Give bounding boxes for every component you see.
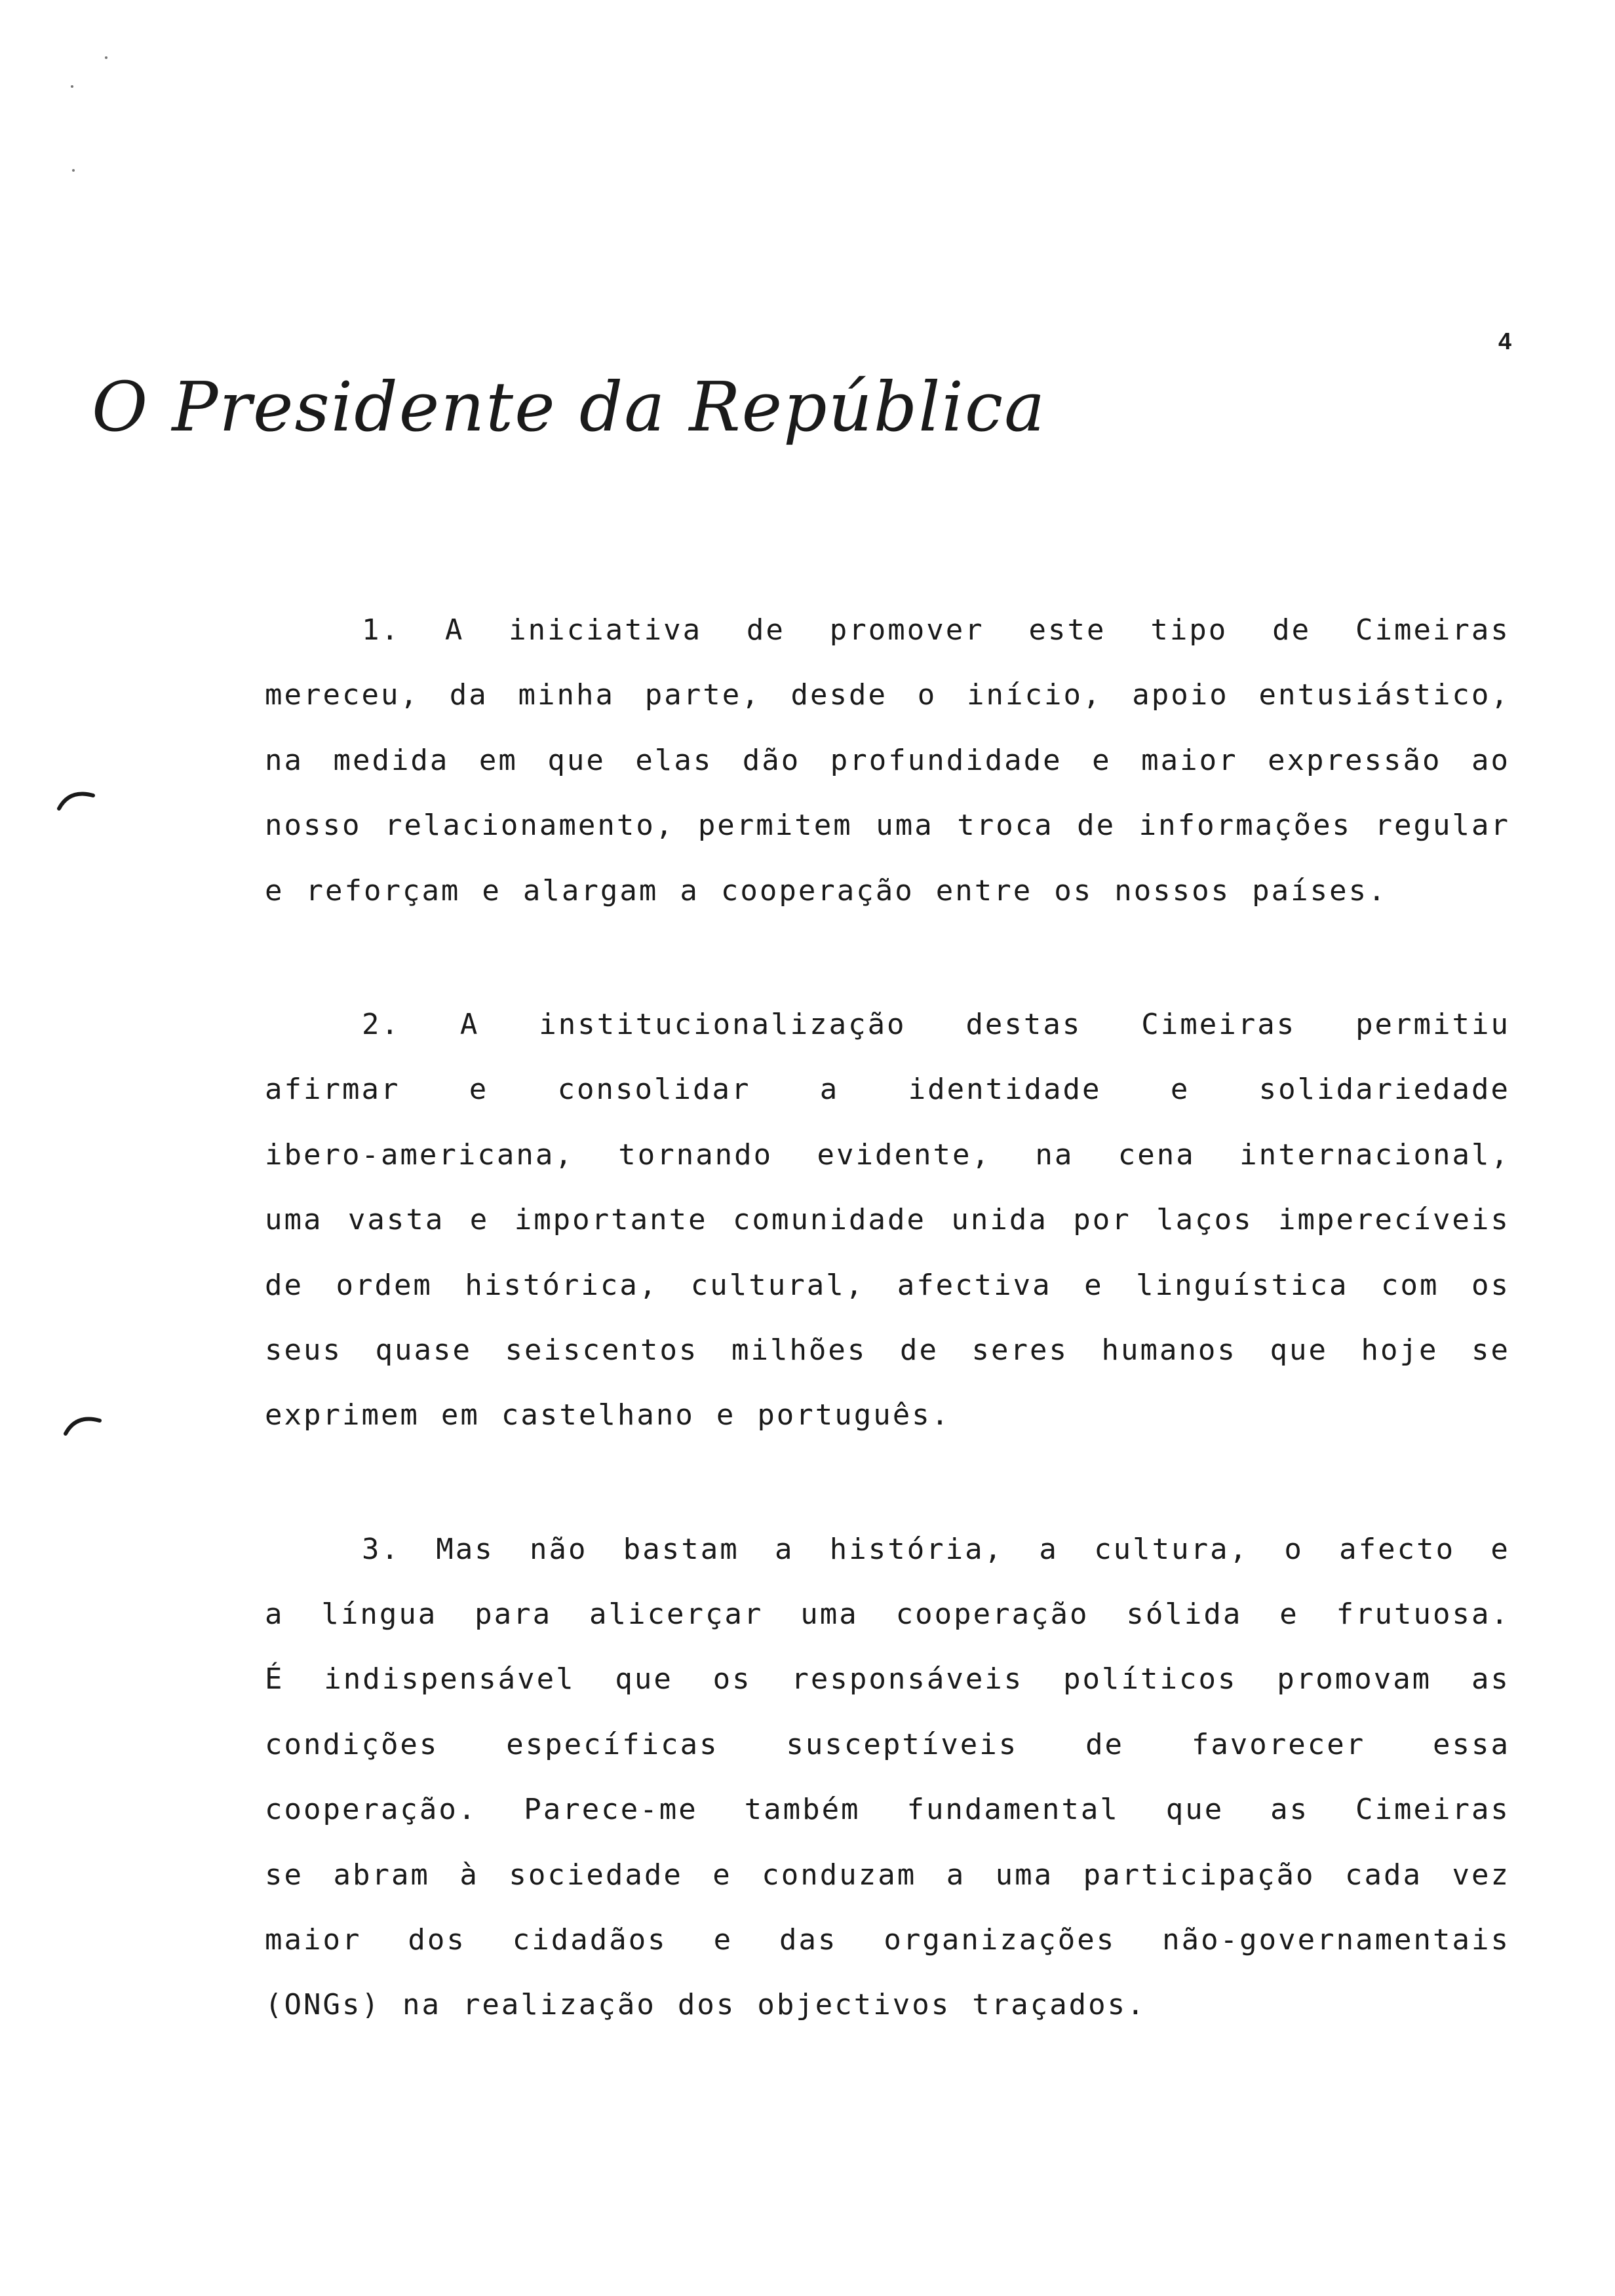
word: os [1471,1268,1510,1302]
word: na [1035,1138,1074,1172]
word: castelhano [501,1398,695,1432]
word: reforçam [305,873,461,908]
word: a [680,873,699,908]
word: de [1272,613,1312,647]
word: a [774,1532,794,1566]
word: iniciativa [509,613,703,647]
word: dos [408,1923,466,1957]
text-line [265,1985,1510,2050]
text-line [265,676,1510,740]
word: entusiástico, [1258,678,1510,712]
word: uma [265,1203,323,1237]
word: desde [790,678,887,712]
word: e [469,1073,489,1107]
word: cooperação [720,873,914,908]
word: afecto [1339,1532,1456,1566]
word: cooperação [895,1598,1089,1632]
word: na [265,743,303,777]
word: políticos [1063,1662,1237,1696]
word: traçados. [972,1988,1146,2022]
word: conduzam [762,1858,917,1892]
text-line [265,1530,1510,1595]
word: na [402,1988,441,2022]
word: internacional, [1239,1138,1510,1172]
scan-speck [72,169,75,172]
word: sociedade [509,1858,683,1892]
paragraph-number: 2. [362,1007,400,1041]
word: fundamental [906,1793,1119,1827]
word: cena [1118,1138,1196,1172]
word: cultura, [1094,1532,1249,1566]
word: minha [518,678,615,712]
word: as [1270,1793,1310,1827]
word: alicerçar [589,1598,764,1632]
word: permitiu [1355,1007,1510,1041]
word: a [819,1073,840,1107]
word: permitem [697,809,853,843]
text-line [265,611,1510,676]
word: institucionalização [539,1007,906,1041]
word: à [459,1858,479,1892]
word: da [449,678,488,712]
word: e [712,1858,732,1892]
word: e [716,1398,736,1432]
text-line [265,1266,1510,1331]
word: tipo [1150,613,1228,647]
word: participação [1083,1858,1315,1892]
word: língua [321,1598,438,1632]
text-line [265,1856,1510,1921]
document-body [265,611,1510,2120]
word: países. [1252,873,1388,908]
word: essa [1433,1727,1510,1761]
word: dos [677,1988,736,2022]
word: objectivos [757,1988,951,2022]
word: específicas [506,1727,719,1761]
word: expressão [1268,743,1442,777]
word: que [547,743,606,777]
word: linguística [1136,1268,1349,1302]
word: nosso [265,809,362,843]
word: vasta [347,1203,445,1237]
word: o [1284,1532,1304,1566]
word: maior [1141,743,1238,777]
word: cultural, [690,1268,865,1302]
word: os [712,1662,752,1696]
word: também [744,1793,861,1827]
text-line [265,1136,1510,1200]
word: nossos [1114,873,1231,908]
word: abram [333,1858,430,1892]
word: e [1092,743,1112,777]
word: hoje [1361,1333,1439,1367]
word: por [1073,1203,1131,1237]
word: profundidade [830,743,1062,777]
paragraph-number: 3. [362,1532,400,1566]
word: frutuosa. [1336,1598,1510,1632]
word: destas [965,1007,1082,1041]
word: organizações [884,1923,1116,1957]
word: Parece-me [524,1793,698,1827]
paragraph-number: 1. [362,613,400,647]
word: seus [265,1333,342,1367]
word: se [265,1858,303,1892]
word: unida [951,1203,1048,1237]
word: apoio [1132,678,1229,712]
word: os [1054,873,1093,908]
word: solidariedade [1258,1073,1510,1107]
paragraph [265,1530,1510,2051]
word: e [1170,1073,1190,1107]
word: maior [265,1923,362,1957]
word: uma [995,1858,1054,1892]
text-line [265,1660,1510,1725]
word: que [1270,1333,1328,1367]
word: elas [635,743,713,777]
word: A [444,613,465,647]
word: favorecer [1191,1727,1366,1761]
word: seiscentos [505,1333,699,1367]
text-line [265,1331,1510,1396]
word: troca [957,809,1054,843]
word: parte, [644,678,761,712]
word: em [478,743,518,777]
word: histórica, [465,1268,659,1302]
word: português. [757,1398,951,1432]
word: promover [829,613,984,647]
word: Cimeiras [1355,613,1510,647]
word: indispensável [324,1662,575,1696]
word: Cimeiras [1355,1793,1510,1827]
word: A [459,1007,480,1041]
word: as [1471,1662,1510,1696]
text-line [265,1005,1510,1070]
word: e [265,873,284,908]
word: se [1471,1333,1510,1367]
word: de [1085,1727,1125,1761]
word: história, [829,1532,1004,1566]
word: laços [1156,1203,1253,1237]
word: não [530,1532,588,1566]
word: início, [967,678,1102,712]
word: cooperação. [265,1793,478,1827]
word: ao [1471,743,1510,777]
word: identidade [908,1073,1102,1107]
word: realização [462,1988,656,2022]
word: É [265,1662,284,1696]
word: que [1165,1793,1224,1827]
page-number: 4 [1498,328,1511,354]
word: comunidade [733,1203,926,1237]
word: de [1077,809,1116,843]
word: e [1490,1532,1510,1566]
text-line [265,1725,1510,1790]
word: tornando [618,1138,773,1172]
word: relacionamento, [384,809,675,843]
text-line [265,871,1510,936]
word: condições [265,1727,439,1761]
letterhead-title: O Presidente da República [92,367,1047,447]
word: afectiva [897,1268,1052,1302]
word: quase [375,1333,472,1367]
word: imperecíveis [1278,1203,1510,1237]
word: consolidar [557,1073,751,1107]
word: susceptíveis [786,1727,1019,1761]
word: sólida [1126,1598,1243,1632]
word: cidadãos [512,1923,667,1957]
word: cada [1345,1858,1422,1892]
text-line [265,806,1510,871]
word: regular [1374,809,1510,843]
word: a [1039,1532,1059,1566]
word: promovam [1277,1662,1432,1696]
word: milhões [731,1333,867,1367]
word: a [265,1598,284,1632]
word: mereceu, [265,678,419,712]
text-line [265,1790,1510,1855]
word: com [1380,1268,1439,1302]
word: de [746,613,785,647]
text-line [265,741,1510,806]
word: de [899,1333,939,1367]
word: ordem [336,1268,433,1302]
word: o [917,678,937,712]
word: ibero-americana, [265,1138,574,1172]
punch-hole-mark [56,786,96,813]
word: de [265,1268,303,1302]
word: para [475,1598,553,1632]
word: e [1279,1598,1299,1632]
word: Mas [436,1532,494,1566]
word: dão [742,743,801,777]
word: uma [800,1598,859,1632]
word: vez [1452,1858,1510,1892]
text-line [265,1396,1510,1461]
word: afirmar [265,1073,400,1107]
scan-speck [71,85,73,88]
word: uma [876,809,934,843]
word: informações [1138,809,1352,843]
word: a [946,1858,966,1892]
scan-speck [105,56,107,59]
word: seres [971,1333,1068,1367]
word: este [1028,613,1106,647]
word: medida [333,743,450,777]
punch-hole-mark [63,1411,102,1438]
word: das [779,1923,838,1957]
word: bastam [623,1532,739,1566]
word: humanos [1101,1333,1237,1367]
text-line [265,1070,1510,1135]
word: e [713,1923,733,1957]
word: e [469,1203,490,1237]
text-line [265,1595,1510,1660]
word: alargam [522,873,659,908]
word: em [440,1398,480,1432]
paragraph [265,611,1510,936]
word: entre [935,873,1033,908]
word: exprimem [265,1398,419,1432]
text-line [265,1921,1510,1985]
text-line [265,1200,1510,1265]
word: que [615,1662,673,1696]
word: e [1084,1268,1104,1302]
word: responsáveis [791,1662,1024,1696]
word: Cimeiras [1141,1007,1296,1041]
word: (ONGs) [265,1988,381,2022]
paragraph [265,1005,1510,1461]
word: importante [514,1203,708,1237]
word: não-governamentais [1162,1923,1510,1957]
word: e [482,873,501,908]
word: evidente, [817,1138,991,1172]
